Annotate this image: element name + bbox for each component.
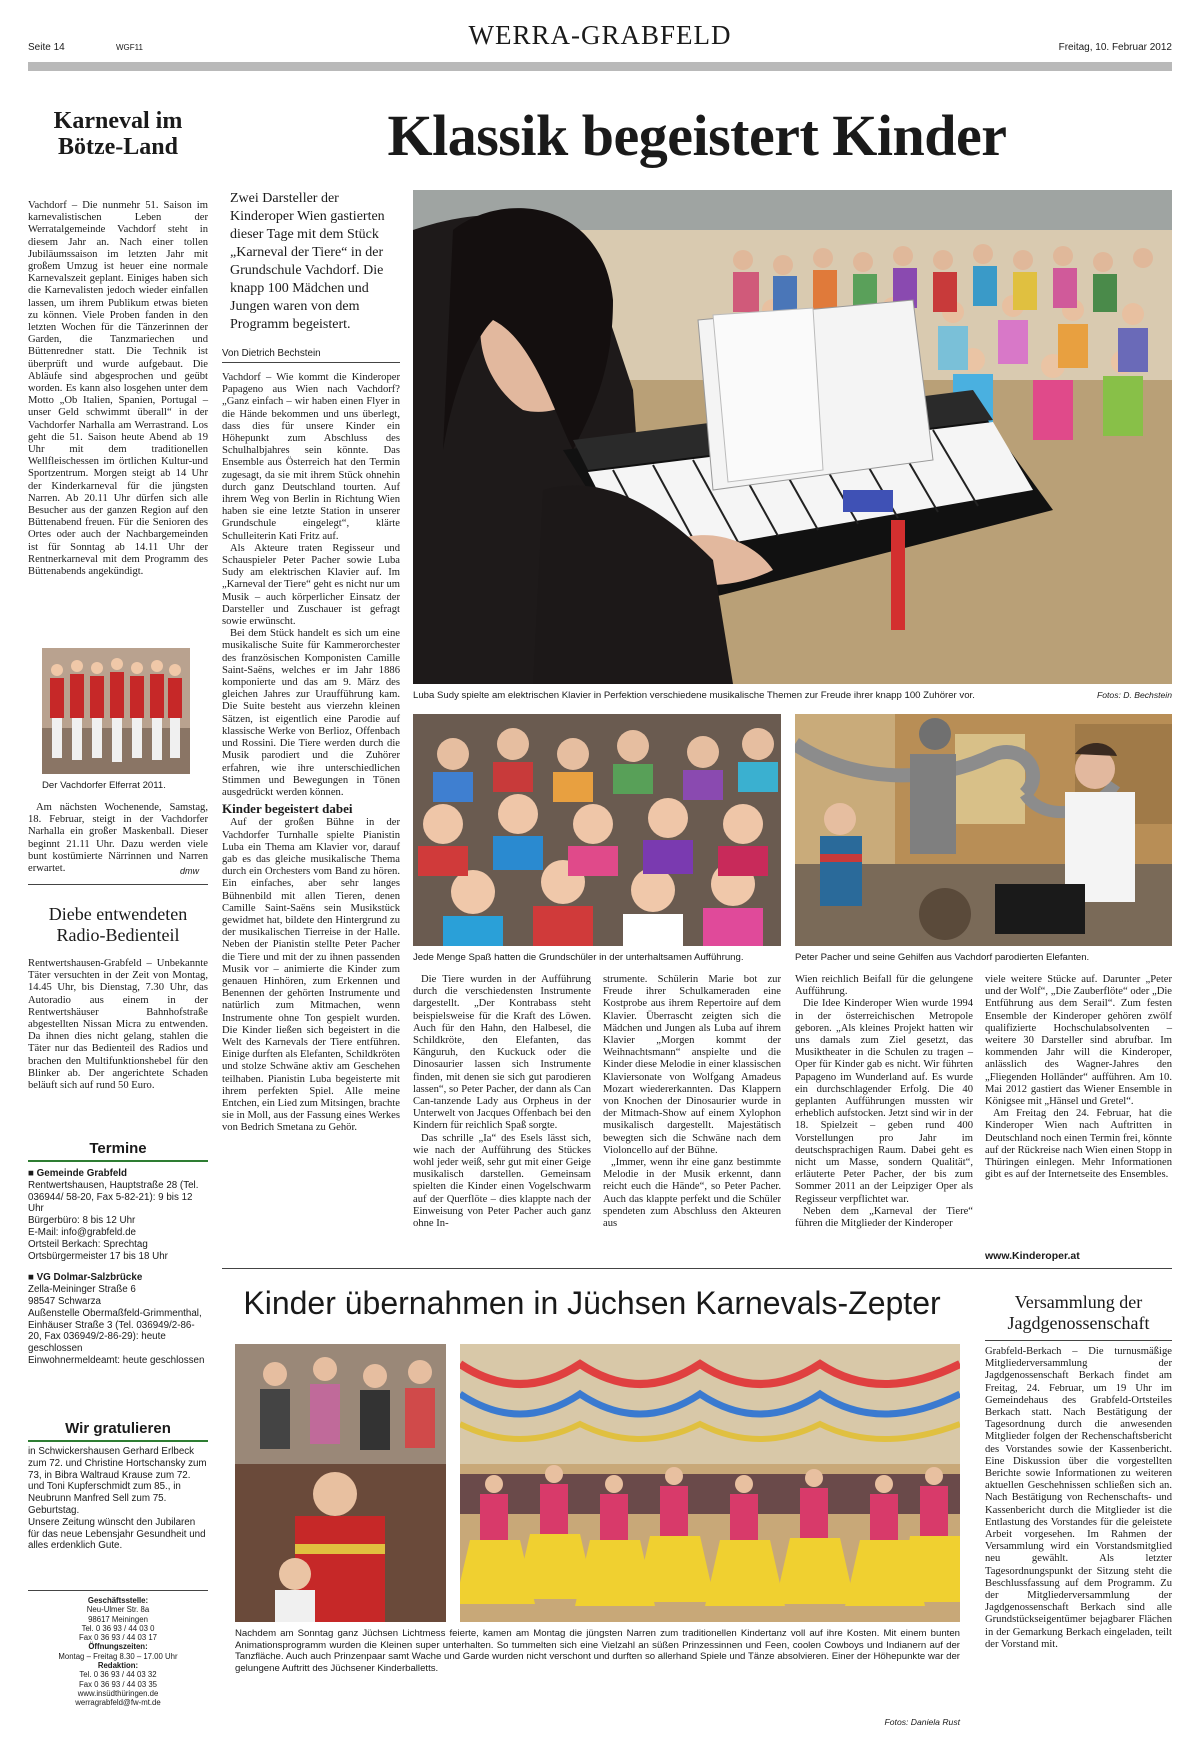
gratulieren-rule [28,1440,208,1442]
ballet-image [460,1344,960,1622]
main-photo-caption: Luba Sudy spielte am elektrischen Klavier in Perfektion verschiedene musikalische Themen zur Freude ihrer knapp 100 Zuhörer vor. [413,690,975,701]
diebe-headline: Diebe entwendeten Radio-Bedienteil [48,904,188,945]
juechsen-headline: Kinder übernahmen in Jüchsen Karnevals-Zepter [243,1285,941,1321]
divider [28,884,208,885]
juechsen-credit: Fotos: Daniela Rust [884,1717,960,1727]
pacher-photo [795,714,1172,946]
elephant-image [795,714,1172,946]
kids-image [413,714,781,946]
kontakt-label-editorial: Redaktion: [97,1661,139,1671]
kids-photo [413,714,781,946]
header-bar [28,62,1172,71]
termine-grabfeld-text: Rentwertshausen, Hauptstraße 28 (Tel. 036944/ 58-20, Fax 5-82-21): 9 bis 12 Uhr [28,1179,199,1215]
juechsen-caption: Nachdem am Sonntag ganz Jüchsen Lichtmess feierte, kamen am Montag die jüngsten Narren zum traditionellen Kindertanz voll auf ihre Kosten. Mit einem bunten Animationsprogramm wurden die Kleinen super unterhalten. So tummelten sich eine Vielzahl an süßen Prinzessinnen und Feen, coolen Cowboys und Indianern auf der Tanzfläche. Auch auch Prinzenpaar samt Wache und Garde wurden nicht verschont und durften so allerhand Spiele und Tänze absolvieren. Einer der Höhepunkte war der gelungene Auftritt des Jüchsener Kinderballetts. [235,1628,960,1674]
kontakt-label-hours: Öffnungszeiten: [88,1642,148,1652]
klassik-column-4: Wien reichlich Beifall für die gelungene Aufführung. Die Idee Kinderoper Wien wurde 1994 in der österreichischen Metropole geboren. „Als kleines Projekt hatten wir uns damals zum Ziel gesetzt, das Musiktheater in die Schulen zu tragen – Oper für Kinder gab es nicht. Wir führten Papageno im Wunderland auf. Es wurde ein durchschlagender Erfolg. Die 40 geplanten Aufführungen mussten wir erheblich aufstocken. Jetzt sind wir in der 18. Spielzeit – geben rund 400 Vorstellungen pro Jahr im deutschsprachigen Raum. Dabei geht es nicht um Masse, sondern Qualität“, erläuterte Peter Pacher, der bis zum Sommer 2011 an der Leipziger Oper als Regisseur verpflichtet war. Neben dem „Karneval der Tiere“ führen die Mitglieder der Kinderoper [795,974,973,1230]
author-rule [222,362,400,363]
elferrat-caption: Der Vachdorfer Elferrat 2011. [42,780,166,791]
termine-vg-branch: Außenstelle Obermaßfeld-Grimmenthal, Einhäuser Straße 3 (Tel. 036949/2-86-20, Fax 036949/2-86-29): heute geschlossen [28,1307,202,1355]
jagd-body: Grabfeld-Berkach – Die turnusmäßige Mitgliederversammlung der Jagdgenossenschaft Berkach findet am Freitag, 24. Februar, um 19 Uhr im Gemeindehaus des Grabfeld-Ortsteiles Berkach statt. Nach Bestätigung der Tagesordnung durch die anwesenden Mitglieder folgen der Rechenschaftsbericht des Vorstandes sowie der Kassenbericht. Eine Diskussion über die vorgestellten Berichte sowie Informationen zu weiteren aktuellen Geschehnissen schließen sich an. Nach Bestätigung von Rechenschafts- und Kassenbericht durch die Mitglieder ist die Entlastung des Vorstandes für die geleistete Arbeit vorgesehen. Im Rahmen der Versammlung wird ein Vorstandsmitglied neu gewählt. Als letzter Tagesordnungspunkt der Sitzung steht die Beschlussfassung auf dem Programm. Zu der Mitgliederversammlung der Jagdgenossenschaft Berkach sind alle Grundstückseigentümer bejagbarer Flächen in der Gemarkung Berkach eingeladen, teilt der Vorstand mit. [985,1346,1172,1650]
klassik-subhead: Kinder begeistert dabei [222,801,353,817]
kontakt-rule [28,1590,208,1591]
section-divider [222,1268,1172,1269]
piano-image [413,190,1172,684]
karneval-body-2: Am nächsten Wochenende, Samstag, 18. Februar, steigt in der Vachdorfer Narhalla ein großer Maskenball. Dieser beginnt 21.11 Uhr. Dazu werden viele bunt kostümierte Närrinnen und Narren erwartet. [28,802,208,875]
main-photo [413,190,1172,684]
karneval-signature: dmw [180,866,200,876]
termine-grabfeld-name: ■ Gemeinde Grabfeld [28,1168,128,1179]
kinderoper-link[interactable]: www.Kinderoper.at [985,1250,1080,1262]
elferrat-image [42,648,190,774]
jagd-rule [985,1340,1172,1341]
kontakt-website[interactable]: www.insüdthüringen.de [77,1688,159,1698]
issue-date: Freitag, 10. Februar 2012 [1058,42,1172,53]
kontakt-hours: Montag – Freitag 8.30 – 17.00 Uhr [58,1651,178,1661]
karneval-body: Vachdorf – Die nunmehr 51. Saison im karnevalistischen Leben der Werratalgemeinde Vachdorf steht in diesem Jahr an. Nach einer tollen Jubiläumssaison im letzten Jahr mit großem Umzug ist heuer eine normale Karnevalszeit geplant. Einiges haben sich die Karnevalisten jedoch wieder einfallen lassen, um ihrem Publikum etwas bieten zu können. Viele Proben fanden in den letzten Wochen für die Tänzerinnen der Garden, die Tanzmariechen und Büttenredner statt. Die Technik ist überprüft und wurde aufgebaut. Die Abläufe sind abgesprochen und geübt worden. Es kann also losgehen unter dem Motto „Ob Italien, Spanien, Portugal – unser Geld schwimmt überall“ in der Vachdorfer Narhalla am Werrastrand. Los geht die 51. Saison heute Abend ab 19 Uhr mit dem traditionellen Wellfleischessen im örtlichen Kultur-und Sportzentrum. Morgen steigt ab 14 Uhr der Kinderkarneval für die jüngsten Narren. Ab 20.11 Uhr dürfen sich alle Besucher aus der ganzen Region auf den Büttenabend freuen. Für die Senioren des Ortes oder auch der Nachbargemeinden ist für Sonntag ab 14.11 Uhr der Rentnerkarneval mit dem Programm des Büttenabends angekündigt. [28,200,208,578]
gratulieren-title: Wir gratulieren [65,1420,171,1437]
kontakt-email[interactable]: werragrabfeld@fw-mt.de [75,1698,161,1708]
jagd-headline: Versammlung der Jagdgenossenschaft [1007,1292,1150,1333]
klassik-author: Von Dietrich Bechstein [222,348,321,359]
gratulieren-wishes: Unsere Zeitung wünscht den Jubilaren für das neue Lebensjahr Gesundheit und alles erdenklich Gute. [28,1516,206,1552]
termine-vg-city: 98547 Schwarza [28,1295,101,1307]
termine-rule [28,1160,208,1162]
main-photo-credit: Fotos: D. Bechstein [1097,690,1172,700]
karneval-headline: Karneval im Bötze-Land [53,108,183,160]
termine-vg-street: Zella-Meininger Straße 6 [28,1284,136,1296]
elferrat-photo [42,648,190,774]
termine-grabfeld-berkach: Ortsteil Berkach: Sprechtag Ortsbürgermeister 17 bis 18 Uhr [28,1238,168,1262]
kontakt-editorial-fax: Fax 0 36 93 / 44 03 35 [78,1679,158,1689]
kontakt-fax: Fax 0 36 93 / 44 03 17 [78,1633,158,1643]
klassik-lead: Zwei Darsteller der Kinderoper Wien gastierten dieser Tage mit dem Stück „Karneval der Tiere“ in der Grundschule Vachdorf. Die knapp 100 Mädchen und Jungen waren von dem Programm begeistert. [230,191,385,332]
juechsen-photo-1 [235,1344,446,1622]
klassik-column-3: strumente. Schülerin Marie bot zur Freude ihrer Schulkameraden eine Kostprobe aus ihrem Repertoire auf dem Klavier. Überrascht zeigten sich die Mädchen und Jungen als Luba auf ihrem Klavier „Morgen kommt der Weihnachtsmann“ anspielte und die Kinder diese Melodie in einer klassischen Klaviersonate von Wolfgang Amadeus Mozart wiedererkannten. Das Klappern von Knochen der Dinosaurier wurde in der Mitmach-Show auf einem Xylophon musikalisch dargestellt. Majestätisch bewegten sich die Schwäne nach dem Violoncello auf der Bühne. „Immer, wenn ihr eine ganz bestimmte Melodie in der Musik erkennt, dann reicht euch die Hände“, so Peter Pacher. Auch das klappte perfekt und die Schüler spendeten zum Abschluss den Akteuren aus [603,974,781,1230]
kontakt-city: 98617 Meiningen [88,1614,148,1624]
termine-vg-name: ■ VG Dolmar-Salzbrücke [28,1272,143,1284]
termine-title: Termine [89,1140,147,1157]
juechsen-photo-2 [460,1344,960,1622]
termine-vg-meldeamt: Einwohnermeldeamt: heute geschlossen [28,1354,205,1366]
edition-code: WGF11 [116,43,143,52]
kontakt-editorial-phone: Tel. 0 36 93 / 44 03 32 [79,1670,157,1680]
klassik-column-1: Vachdorf – Wie kommt die Kinderoper Papageno aus Wien nach Vachdorf? „Ganz einfach – wir haben einen Flyer in die Hände bekommen und uns überlegt, dass dies für unsere Kinder ein Höhepunkt zum Abschluss des Schulhalbjahres sein könnte. Das Ensemble aus Österreich hat den Termin zugesagt, da sie mit ihrem Stück ohnehin durch ganz Deutschland tourten. Auf ihrem Weg von Berlin in Richtung Wien haben sie eine letzte Station in unserer Grundschule eingelegt“, klärte Schulleiterin Kati Fritz auf. Als Akteure traten Regisseur und Schauspieler Peter Pacher sowie Luba Sudy am elektrischen Klavier auf. Im „Karneval der Tiere“ geht es nicht nur um Musik – auch körperlicher Einsatz der Darsteller und Zuschauer ist gefragt sowie erwünscht. Bei dem Stück handelt es sich um eine musikalische Suite für Kammerorchester des französischen Komponisten Camille Saint-Saëns, welches er im Jahr 1886 komponierte und das am 9. März des gleichen Jahres zur Uraufführung kam. Die Suite besteht aus vierzehn kleinen Sätzen, ist eigentlich eine Parodie auf klassische Werke von Berlioz, Offenbach und Rossini. Die Tiere werden durch die Musik parodiert und die Zuhörer erfahren, wie ihre unterschiedlichen Stimmen und Bewegungen in Tönen ausgedrückt werden können. Kinder begeistert dabei Auf der großen Bühne in der Vachdorfer Turnhalle spielte Pianistin Luba ein Thema am Klavier vor, darauf gab es das gleiche musikalische Thema durch ein Orchesters vom Band zu hören. Ein einfaches, aber sehr langes Bühnenbild mit allen Tieren, denen Camille Saint-Saëns sein Musikstück gewidmet hat, bildete den Hintergrund zu der musikalischen Tierreise in der Halle. Neben der Pianistin stellte Peter Pacher die Tiere und mit der zu ihnen passenden Musik vor – animierte die Kinder zum genauen Hinhören, zum Erkennen und Benennen der gehörten Instrumente und natürlich zum Mitmachen, wenn Instrumente ohne Ton gespielt wurden. Die Kinder ließen sich begeistert in die Welt des Karnevals der Tiere entführen. Einige durften als Elefanten, Schildkröten und stolze Schwäne aktiv am Geschehen teilhaben. Pianistin Luba begeisterte mit ihrem perfekten Spiel. Alle meine Entchen, ein Lied zum Mitsingen, brachte sie in Moll, aus der Fassung eines Werkes von Bedrich Smetana zu Gehör. [222,372,400,1134]
klassik-column-2: Die Tiere wurden in der Aufführung durch die verschiedensten Instrumente dargestellt. „Der Kontrabass steht beispielsweise für die Kraft des Löwen. Auch für den Hahn, den Halbesel, die Schildkröte, den Elefanten, das Känguruh, den Kuckuck oder die Dinosaurier lassen sich Instrumente finden, mit denen sie sich gut parodieren lassen“, so Peter Pacher, der dann als Can Can-tanzende Lady aus Orpheus in der Unterwelt von Jacques Offenbach bei den Kindern für reichlich Spaß sorgte. Das schrille „Ia“ des Esels lässt sich, wie nach der Aufführung des Stückes wohl jeder weiß, sehr gut mit einer Geige musikalisch darstellen. Gemeinsam spielten die Kinder einen Vogelschwarm auf der Querflöte – dies klappte nach der Einweisung von Peter Pacher auch ganz ohne In- [413,974,591,1230]
pacher-photo-caption: Peter Pacher und seine Gehilfen aus Vachdorf parodierten Elefanten. [795,952,1090,963]
klassik-headline: Klassik begeistert Kinder [387,103,1007,168]
termine-list [28,1168,208,1367]
page-number: Seite 14 [28,42,65,53]
kontakt-phone: Tel. 0 36 93 / 44 03 0 [81,1623,155,1633]
gratulieren-body [28,1446,208,1552]
kontakt-street: Neu-Ulmer Str. 8a [86,1605,150,1615]
section-title: WERRA-GRABFELD [468,20,732,50]
kids-photo-caption: Jede Menge Spaß hatten die Grundschüler in der unterhaltsamen Aufführung. [413,952,744,963]
gratulieren-names: in Schwickershausen Gerhard Erlbeck zum 72. und Christine Hortschansky zum 73, in Bibra Waltraud Krause zum 72. und Toni Kupferschmidt zum 85., in Neubrunn Manfred Sell zum 75. Geburtstag. [28,1446,207,1516]
klassik-column-5: viele weitere Stücke auf. Darunter „Peter und der Wolf“, „Die Zauberflöte“ oder „Die Entführung aus dem Serail“. Zum festen Ensemble der Kinderoper gehören zwölf qualifizierte Hochschulabsolventen – weitere 30 Darsteller sind abrufbar. Im kommenden Jahr will die Kinderoper, anlässlich des Wagner-Jahres den „Fliegenden Holländer“ aufführen. Am 10. Mai 2012 gastiert das Wiener Ensemble in Königsee mit „Hänsel und Gretel“. Am Freitag den 24. Februar, hat die Kinderoper Wien nach Auftritten in Deutschland noch einen Termin frei, könnte auf der Rückreise nach Wien einen Stopp in Thüringen einlegen. Mehr Informationen gibt es auf der Internetseite des Ensembles. [985,974,1172,1181]
termine-grabfeld-email[interactable]: E-Mail: info@grabfeld.de [28,1226,136,1238]
prince-image [235,1344,446,1622]
diebe-body: Rentwertshausen-Grabfeld – Unbekannte Täter versuchten in der Zeit von Montag, 14.45 Uhr, bis Dienstag, 7.30 Uhr, das Autoradio aus einem in der Rentwertshäuser Bahnhofstraße abgestellten Nissan Micra zu entwenden. Da ihnen dies nicht gelang, stahlen die Täter nur das Bedienteil des Radios und brachen den Multifunktionshebel für den Blinker ab. Der angerichtete Schaden beläuft sich auf rund 50 Euro. [28,958,208,1092]
kontakt-box [28,1596,208,1708]
kontakt-label-office: Geschäftsstelle: [87,1596,149,1605]
termine-grabfeld-buero: Bürgerbüro: 8 bis 12 Uhr [28,1215,136,1227]
